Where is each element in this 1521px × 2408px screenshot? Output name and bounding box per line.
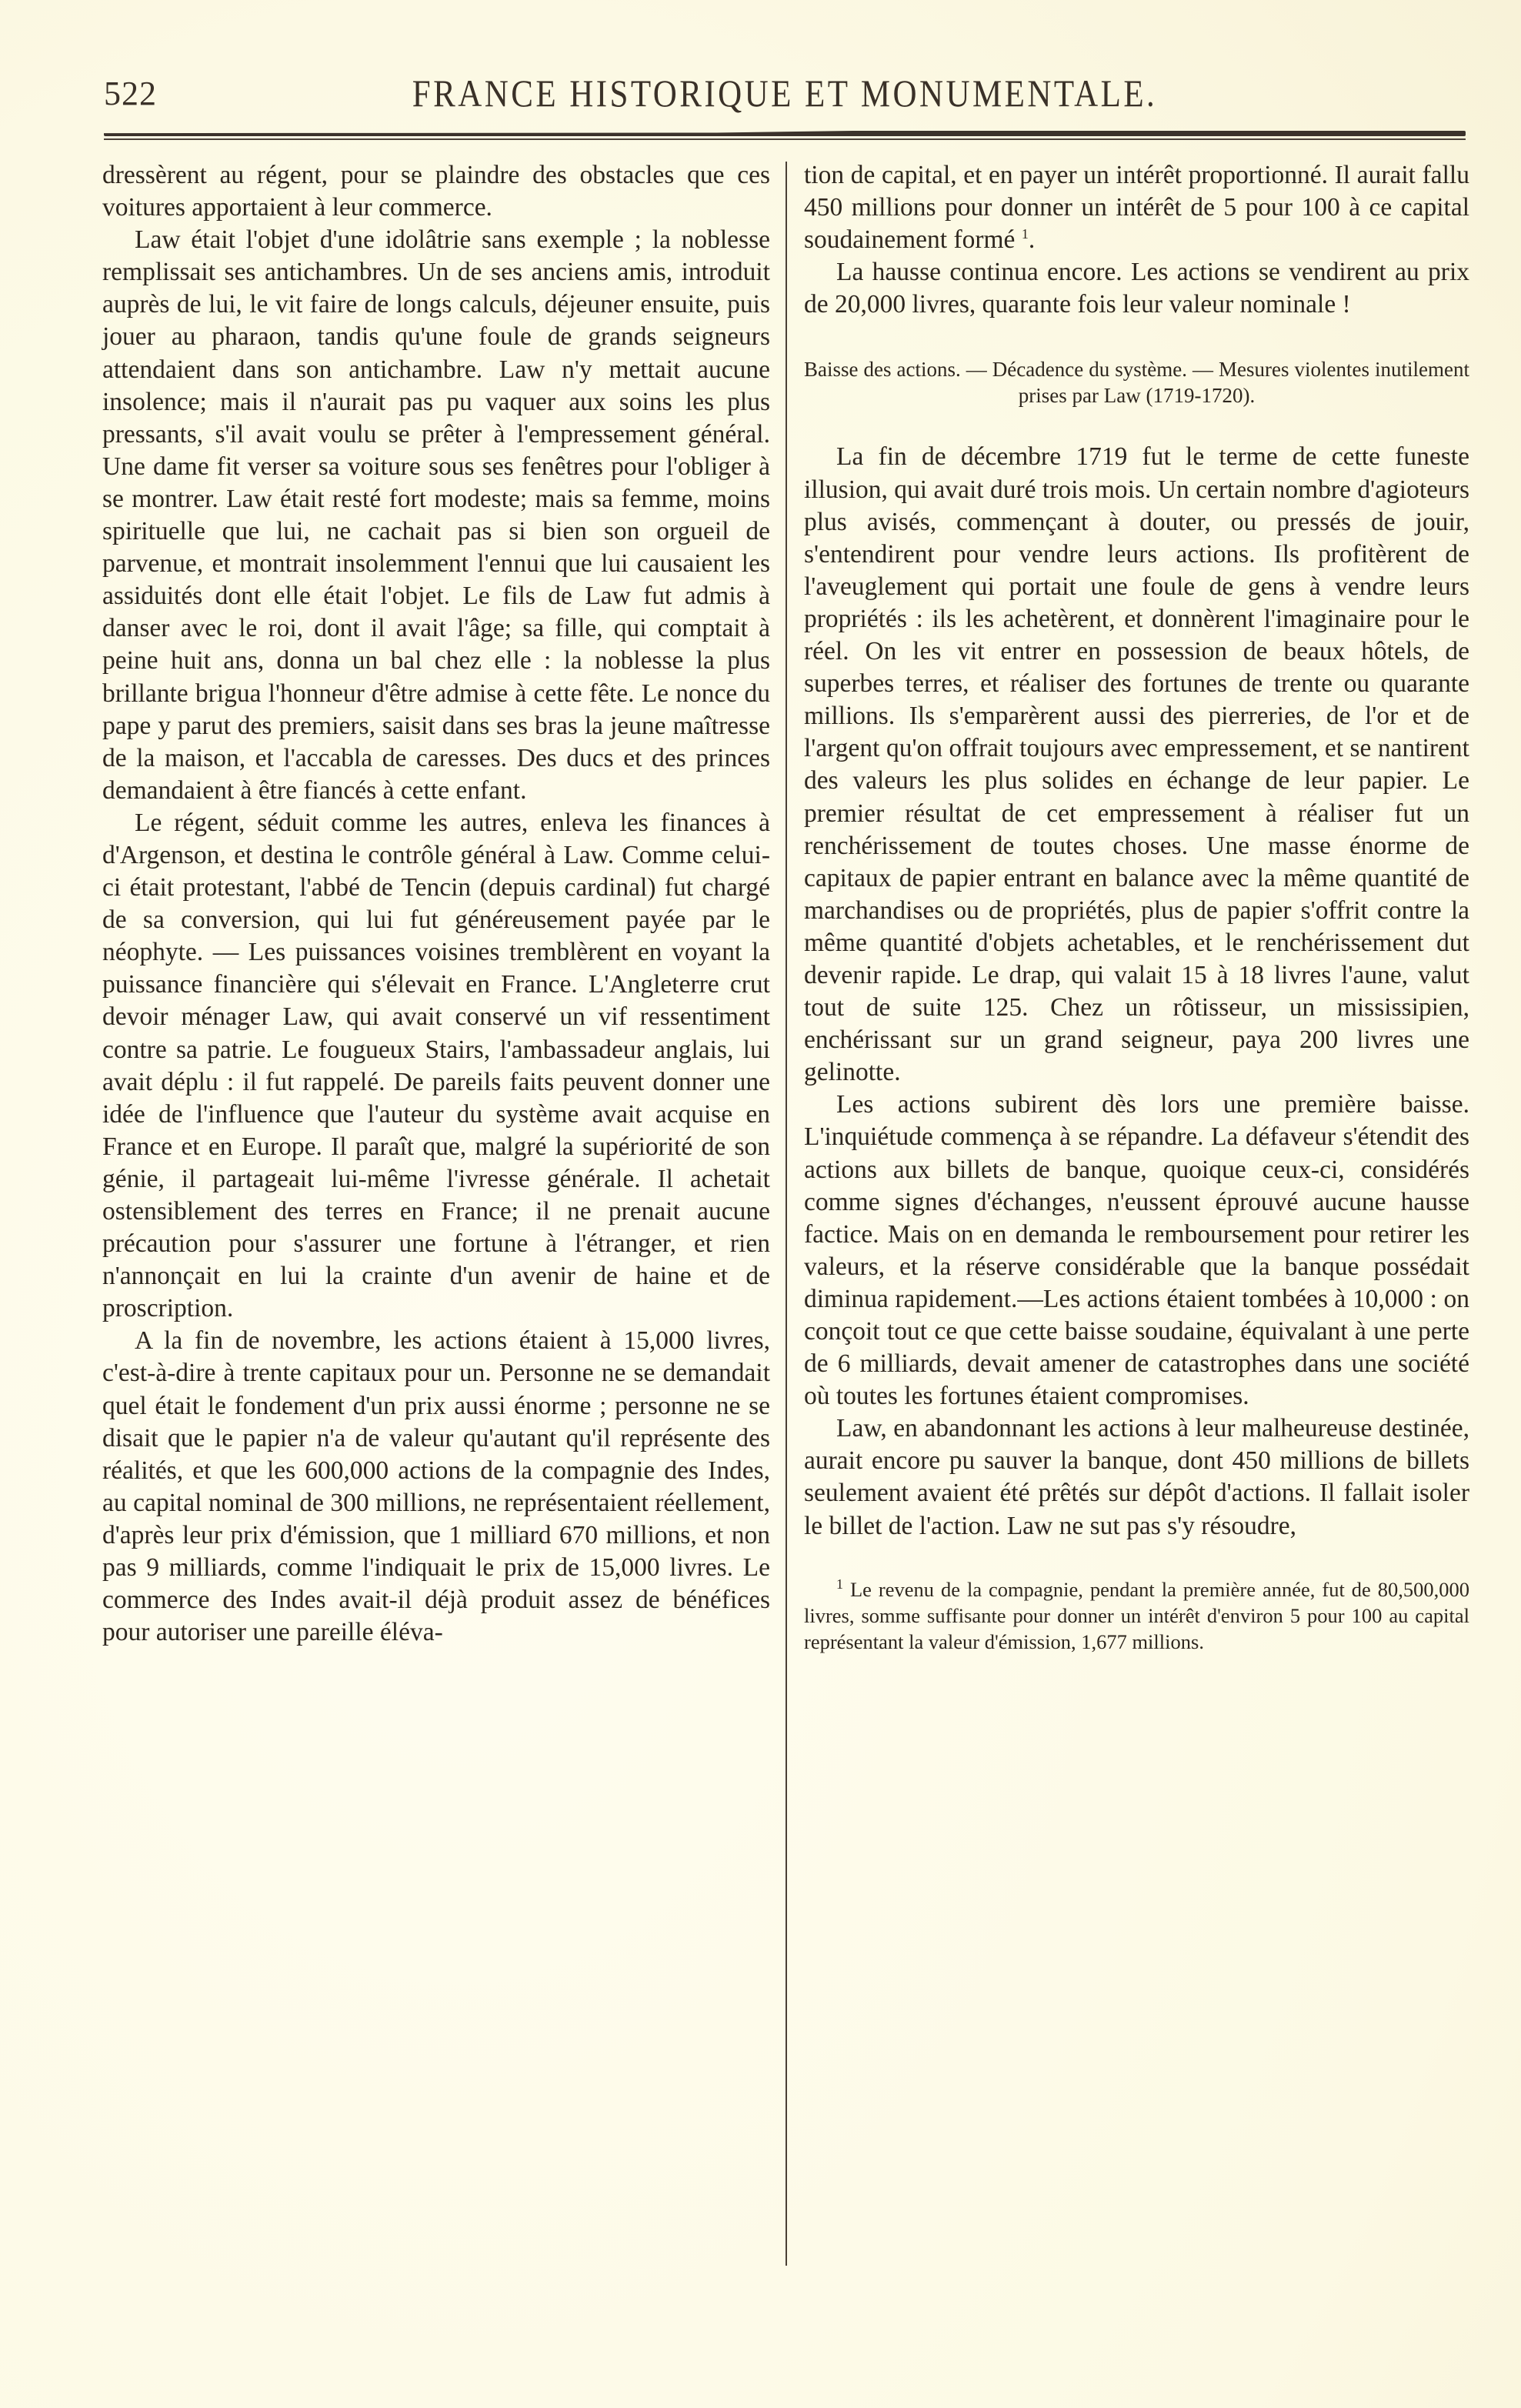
running-head: [104, 68, 1466, 122]
paragraph-text: tion de capital, et en payer un intérêt proportionné. Il aurait fallu 450 millions pour donner un intérêt de 5 pour 100 à ce capital soudainement formé: [804, 161, 1469, 255]
header-rule: [104, 131, 1466, 142]
running-title: FRANCE HISTORIQUE ET MONUMENTALE.: [412, 72, 1158, 115]
footnote-mark: 1: [836, 1576, 843, 1592]
footnote-reference[interactable]: 1: [1021, 226, 1029, 242]
left-column: [102, 159, 770, 1649]
header-rule-thick: [104, 131, 1466, 136]
paragraph: [804, 159, 1469, 256]
paragraph: A la fin de novembre, les actions étaient à 15,000 livres, c'est-à-dire à trente capitaux pour un. Personne ne se demandait quel était le fondement d'un prix aussi énorme ; personne ne se disait que le papier n'a de valeur qu'autant qu'il représente des réalités, et que les 600,000 actions de la compagnie des Indes, au capital nominal de 300 millions, ne représentaient réellement, d'après leur prix d'émission, que 1 milliard 670 millions, et non pas 9 milliards, comme l'indiquait le prix de 15,000 livres. Le commerce des Indes avait-il déjà produit assez de bénéfices pour autoriser une pareille éléva-: [102, 1326, 770, 1647]
paragraph: La fin de décembre 1719 fut le terme de cette funeste illusion, qui avait duré trois mois. Un certain nombre d'agioteurs plus avisés, commençant à douter, ou pressés de jouir, s'entendirent pour vendre leurs actions. Ils profitèrent de l'aveuglement qui portait une foule de gens à vendre leurs propriétés : ils les achetèrent, et donnèrent l'imaginaire pour le réel. On les vit entrer en possession de beaux hôtels, de superbes terres, et réaliser des fortunes de trente ou quarante millions. Ils s'emparèrent aussi des pierreries, de l'or et de l'argent qu'on offrait toujours avec empressement, et se nantirent des valeurs les plus solides en échange de leur papier. Le premier résultat de cet empressement à réaliser fut un renchérissement de toutes choses. Une masse énorme de capitaux de papier entrant en balance avec la même quantité de marchandises ou de propriétés, plus de papier s'offrit contre la même quantité d'objets achetables, et le renchérissement dut devenir rapide. Le drap, qui valait 15 à 18 livres l'aune, valut tout de suite 125. Chez un rôtisseur, un mississipien, enchérissant sur un grand seigneur, paya 200 livres une gelinotte.: [804, 442, 1469, 1087]
right-column: [804, 159, 1469, 1655]
header-rule-thin: [104, 138, 1466, 140]
paragraph: Law, en abandonnant les actions à leur malheureuse destinée, aurait encore pu sauver la banque, dont 450 millions de billets seulement avaient été prêtés sur dépôt d'actions. Il fallait isoler le billet de l'action. Law ne sut pas s'y résoudre,: [804, 1414, 1469, 1540]
column-divider: [786, 162, 787, 2266]
footnote: [804, 1576, 1469, 1655]
paragraph: Les actions subirent dès lors une première baisse. L'inquiétude commença à se répandre. La défaveur s'étendit des actions aux billets de banque, quoique ceux-ci, considérés comme signes d'échanges, n'eussent éprouvé aucune hausse factice. Mais on en demanda le remboursement pour retirer les valeurs, et la réserve considérable que la banque possédait diminua rapidement.—Les actions étaient tombées à 10,000 : on conçoit tout ce que cette baisse soudaine, équivalant à une perte de 6 milliards, devait amener de catastrophes dans une société où toutes les fortunes étaient compromises.: [804, 1090, 1469, 1411]
paragraph: La hausse continua encore. Les actions se vendirent au prix de 20,000 livres, quarante fois leur valeur nominale !: [804, 258, 1469, 319]
page-number: 522: [104, 75, 157, 112]
paragraph: Le régent, séduit comme les autres, enleva les finances à d'Argenson, et destina le contrôle général à Law. Comme celui-ci était protestant, l'abbé de Tencin (depuis cardinal) fut chargé de sa conversion, qui lui fut généreusement payée par le néophyte. — Les puissances voisines tremblèrent en voyant la puissance financière qui s'élevait en France. L'Angleterre crut devoir ménager Law, qui avait conservé un vif ressentiment contre sa patrie. Le fougueux Stairs, l'ambassadeur anglais, lui avait déplu : il fut rappelé. De pareils faits peuvent donner une idée de l'influence que l'auteur du système avait acquise en France et en Europe. Il paraît que, malgré la supériorité de son génie, il partageait lui-même l'ivresse générale. Il achetait ostensiblement des terres en France; il ne prenait aucune précaution pour s'assurer une fortune à l'étranger, et rien n'annonçait en lui la crainte d'un avenir de haine et de proscription.: [102, 808, 770, 1323]
paragraph: Law était l'objet d'une idolâtrie sans exemple ; la noblesse remplissait ses antichambres. Un de ses anciens amis, introduit auprès de lui, le vit faire de longs calculs, déjeuner ensuite, puis jouer au pharaon, tandis qu'une foule de grands seigneurs attendaient dans son antichambre. Law n'y mettait aucune insolence; mais il n'aurait pas pu vaquer aux soins les plus pressants, s'il avait voulu se prêter à l'empressement général. Une dame fit verser sa voiture sous ses fenêtres pour l'obliger à se montrer. Law était resté fort modeste; mais sa femme, moins spirituelle que lui, ne cachait pas si bien son orgueil de parvenue, et montrait insolemment l'ennui que lui causaient les assiduités dont elle était l'objet. Le fils de Law fut admis à danser avec le roi, dont il avait l'âge; sa fille, qui comptait à peine huit ans, donna un bal chez elle : la noblesse la plus brillante brigua l'honneur d'être admise à cette fête. Le nonce du pape y parut des premiers, saisit dans ses bras la jeune maîtresse de la maison, et l'accabla de caresses. Des ducs et des princes demandaient à être fiancés à cette enfant.: [102, 225, 770, 805]
footnote-text: Le revenu de la compagnie, pendant la première année, fut de 80,500,000 livres, somme suffisante pour donner un intérêt d'environ 5 pour 100 au capital représentant la valeur d'émission, 1,677 millions.: [804, 1577, 1470, 1653]
paragraph: dressèrent au régent, pour se plaindre des obstacles que ces voitures apportaient à leur commerce.: [102, 161, 770, 222]
paragraph-tail: .: [1028, 225, 1036, 255]
section-heading: Baisse des actions. — Décadence du système. — Mesures violentes inutilement prises par Law (1719-1720).: [804, 358, 1469, 408]
